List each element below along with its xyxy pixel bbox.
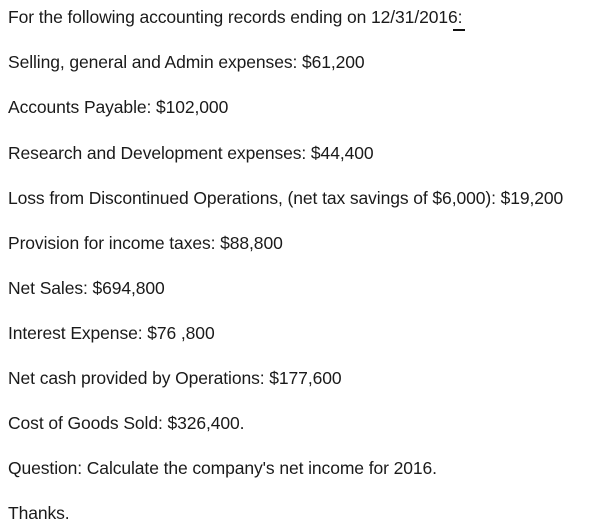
accounts-payable-line: Accounts Payable: $102,000	[8, 97, 229, 117]
question-line: Question: Calculate the company's net income for 2016.	[8, 458, 437, 478]
text-cursor-mark	[453, 29, 465, 31]
cogs-line: Cost of Goods Sold: $326,400.	[8, 413, 245, 433]
net-cash-ops-line: Net cash provided by Operations: $177,600	[8, 368, 342, 388]
net-sales-line: Net Sales: $694,800	[8, 278, 165, 298]
discontinued-ops-line: Loss from Discontinued Operations, (net tax savings of $6,000): $19,200	[8, 188, 564, 208]
thanks-line: Thanks.	[8, 503, 70, 523]
intro-line: For the following accounting records ending on 12/31/2016:	[8, 7, 463, 27]
selling-admin-line: Selling, general and Admin expenses: $61,200	[8, 52, 365, 72]
interest-expense-line: Interest Expense: $76 ,800	[8, 323, 215, 343]
income-tax-line: Provision for income taxes: $88,800	[8, 233, 283, 253]
research-dev-line: Research and Development expenses: $44,400	[8, 143, 374, 163]
